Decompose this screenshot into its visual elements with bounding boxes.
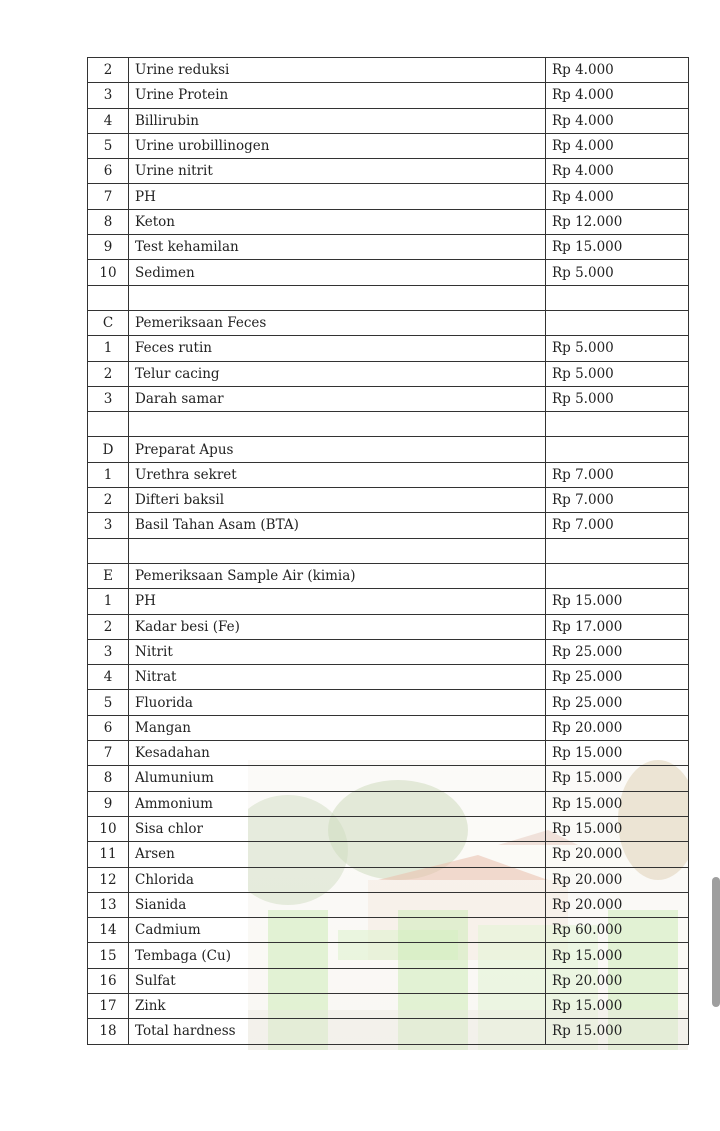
row-number-cell: 15 (88, 943, 129, 968)
item-name-cell: Feces rutin (129, 336, 546, 361)
item-name-cell: Chlorida (129, 867, 546, 892)
row-number-cell: 7 (88, 184, 129, 209)
item-price-cell: Rp 4.000 (546, 58, 689, 83)
row-number-cell: 14 (88, 918, 129, 943)
row-number-cell: 2 (88, 488, 129, 513)
item-price-cell: Rp 15.000 (546, 943, 689, 968)
table-row (88, 968, 689, 993)
item-name-cell: Tembaga (Cu) (129, 943, 546, 968)
row-number-cell: 1 (88, 336, 129, 361)
table-row (88, 336, 689, 361)
item-price-cell: Rp 7.000 (546, 462, 689, 487)
table-row (88, 513, 689, 538)
item-name-cell: Urine Protein (129, 83, 546, 108)
item-price-cell: Rp 17.000 (546, 614, 689, 639)
row-number-cell: 10 (88, 260, 129, 285)
row-number-cell: 6 (88, 715, 129, 740)
table-row (88, 209, 689, 234)
item-price-cell: Rp 7.000 (546, 513, 689, 538)
item-name-cell: Sulfat (129, 968, 546, 993)
item-price-cell (546, 538, 689, 563)
row-number-cell: 3 (88, 386, 129, 411)
item-name-cell: Test kehamilan (129, 235, 546, 260)
item-name-cell: Sisa chlor (129, 816, 546, 841)
table-row (88, 235, 689, 260)
row-number-cell: 9 (88, 235, 129, 260)
row-number-cell: 5 (88, 133, 129, 158)
item-name-cell: Keton (129, 209, 546, 234)
row-number-cell: 6 (88, 159, 129, 184)
item-name-cell: Alumunium (129, 766, 546, 791)
table-row (88, 639, 689, 664)
table-row (88, 83, 689, 108)
row-number-cell: 17 (88, 993, 129, 1018)
row-number-cell: 2 (88, 361, 129, 386)
item-name-cell: PH (129, 589, 546, 614)
item-price-cell: Rp 25.000 (546, 690, 689, 715)
item-price-cell: Rp 20.000 (546, 715, 689, 740)
item-name-cell: Urine nitrit (129, 159, 546, 184)
table-row (88, 943, 689, 968)
row-number-cell: D (88, 437, 129, 462)
item-name-cell (129, 412, 546, 437)
table-row (88, 918, 689, 943)
item-name-cell: Pemeriksaan Feces (129, 310, 546, 335)
item-name-cell: Sedimen (129, 260, 546, 285)
row-number-cell: 4 (88, 108, 129, 133)
item-price-cell: Rp 5.000 (546, 260, 689, 285)
item-price-cell: Rp 25.000 (546, 665, 689, 690)
row-number-cell: 10 (88, 816, 129, 841)
item-price-cell (546, 412, 689, 437)
table-row (88, 285, 689, 310)
table-row (88, 58, 689, 83)
item-name-cell: Billirubin (129, 108, 546, 133)
item-name-cell: PH (129, 184, 546, 209)
item-name-cell: Total hardness (129, 1019, 546, 1044)
table-row (88, 260, 689, 285)
table-row (88, 108, 689, 133)
row-number-cell: 12 (88, 867, 129, 892)
row-number-cell: 1 (88, 589, 129, 614)
item-price-cell: Rp 15.000 (546, 816, 689, 841)
item-name-cell: Ammonium (129, 791, 546, 816)
item-name-cell: Difteri baksil (129, 488, 546, 513)
item-name-cell: Telur cacing (129, 361, 546, 386)
item-price-cell: Rp 15.000 (546, 589, 689, 614)
item-name-cell (129, 538, 546, 563)
row-number-cell (88, 538, 129, 563)
item-name-cell: Kesadahan (129, 741, 546, 766)
table-row (88, 184, 689, 209)
item-name-cell: Kadar besi (Fe) (129, 614, 546, 639)
item-name-cell: Urine urobillinogen (129, 133, 546, 158)
table-row (88, 690, 689, 715)
item-name-cell: Urethra sekret (129, 462, 546, 487)
item-price-cell: Rp 15.000 (546, 791, 689, 816)
row-number-cell: 8 (88, 209, 129, 234)
item-price-cell: Rp 4.000 (546, 83, 689, 108)
item-price-cell: Rp 20.000 (546, 842, 689, 867)
item-price-cell: Rp 4.000 (546, 108, 689, 133)
item-price-cell: Rp 20.000 (546, 892, 689, 917)
table-row (88, 589, 689, 614)
table-row (88, 665, 689, 690)
item-price-cell: Rp 15.000 (546, 766, 689, 791)
table-row (88, 488, 689, 513)
table-row (88, 614, 689, 639)
row-number-cell: 2 (88, 58, 129, 83)
item-name-cell: Cadmium (129, 918, 546, 943)
price-table (87, 57, 689, 1045)
row-number-cell: 9 (88, 791, 129, 816)
item-price-cell: Rp 60.000 (546, 918, 689, 943)
item-price-cell (546, 310, 689, 335)
table-row (88, 715, 689, 740)
item-name-cell (129, 285, 546, 310)
row-number-cell: 3 (88, 639, 129, 664)
table-row (88, 133, 689, 158)
item-name-cell: Pemeriksaan Sample Air (kimia) (129, 563, 546, 588)
table-row (88, 310, 689, 335)
item-price-cell: Rp 15.000 (546, 741, 689, 766)
item-name-cell: Basil Tahan Asam (BTA) (129, 513, 546, 538)
row-number-cell: 7 (88, 741, 129, 766)
table-row (88, 462, 689, 487)
item-price-cell: Rp 15.000 (546, 1019, 689, 1044)
item-price-cell: Rp 12.000 (546, 209, 689, 234)
table-row (88, 842, 689, 867)
row-number-cell (88, 285, 129, 310)
item-name-cell: Mangan (129, 715, 546, 740)
row-number-cell: 8 (88, 766, 129, 791)
row-number-cell: C (88, 310, 129, 335)
item-name-cell: Urine reduksi (129, 58, 546, 83)
item-name-cell: Nitrit (129, 639, 546, 664)
row-number-cell: 3 (88, 513, 129, 538)
row-number-cell: 18 (88, 1019, 129, 1044)
table-row (88, 867, 689, 892)
item-price-cell (546, 285, 689, 310)
item-name-cell: Arsen (129, 842, 546, 867)
item-price-cell: Rp 20.000 (546, 867, 689, 892)
item-price-cell (546, 563, 689, 588)
item-price-cell: Rp 5.000 (546, 386, 689, 411)
row-number-cell: 13 (88, 892, 129, 917)
item-price-cell: Rp 5.000 (546, 361, 689, 386)
row-number-cell: 11 (88, 842, 129, 867)
row-number-cell: 4 (88, 665, 129, 690)
table-row (88, 791, 689, 816)
table-row (88, 563, 689, 588)
item-name-cell: Sianida (129, 892, 546, 917)
item-price-cell: Rp 7.000 (546, 488, 689, 513)
item-price-cell (546, 437, 689, 462)
table-row (88, 412, 689, 437)
item-name-cell: Darah samar (129, 386, 546, 411)
row-number-cell: 16 (88, 968, 129, 993)
row-number-cell: E (88, 563, 129, 588)
item-price-cell: Rp 15.000 (546, 993, 689, 1018)
item-name-cell: Fluorida (129, 690, 546, 715)
row-number-cell (88, 412, 129, 437)
table-row (88, 993, 689, 1018)
item-price-cell: Rp 4.000 (546, 133, 689, 158)
row-number-cell: 5 (88, 690, 129, 715)
row-number-cell: 2 (88, 614, 129, 639)
table-row (88, 892, 689, 917)
table-row (88, 386, 689, 411)
table-row (88, 361, 689, 386)
table-row (88, 816, 689, 841)
table-row (88, 538, 689, 563)
item-price-cell: Rp 5.000 (546, 336, 689, 361)
row-number-cell: 3 (88, 83, 129, 108)
table-row (88, 437, 689, 462)
item-name-cell: Nitrat (129, 665, 546, 690)
item-price-cell: Rp 25.000 (546, 639, 689, 664)
table-row (88, 159, 689, 184)
table-row (88, 741, 689, 766)
table-row (88, 1019, 689, 1044)
item-price-cell: Rp 4.000 (546, 184, 689, 209)
item-price-cell: Rp 4.000 (546, 159, 689, 184)
price-table-body (88, 58, 689, 1045)
item-price-cell: Rp 20.000 (546, 968, 689, 993)
table-row (88, 766, 689, 791)
scrollbar[interactable] (712, 877, 720, 1007)
item-price-cell: Rp 15.000 (546, 235, 689, 260)
item-name-cell: Zink (129, 993, 546, 1018)
row-number-cell: 1 (88, 462, 129, 487)
item-name-cell: Preparat Apus (129, 437, 546, 462)
